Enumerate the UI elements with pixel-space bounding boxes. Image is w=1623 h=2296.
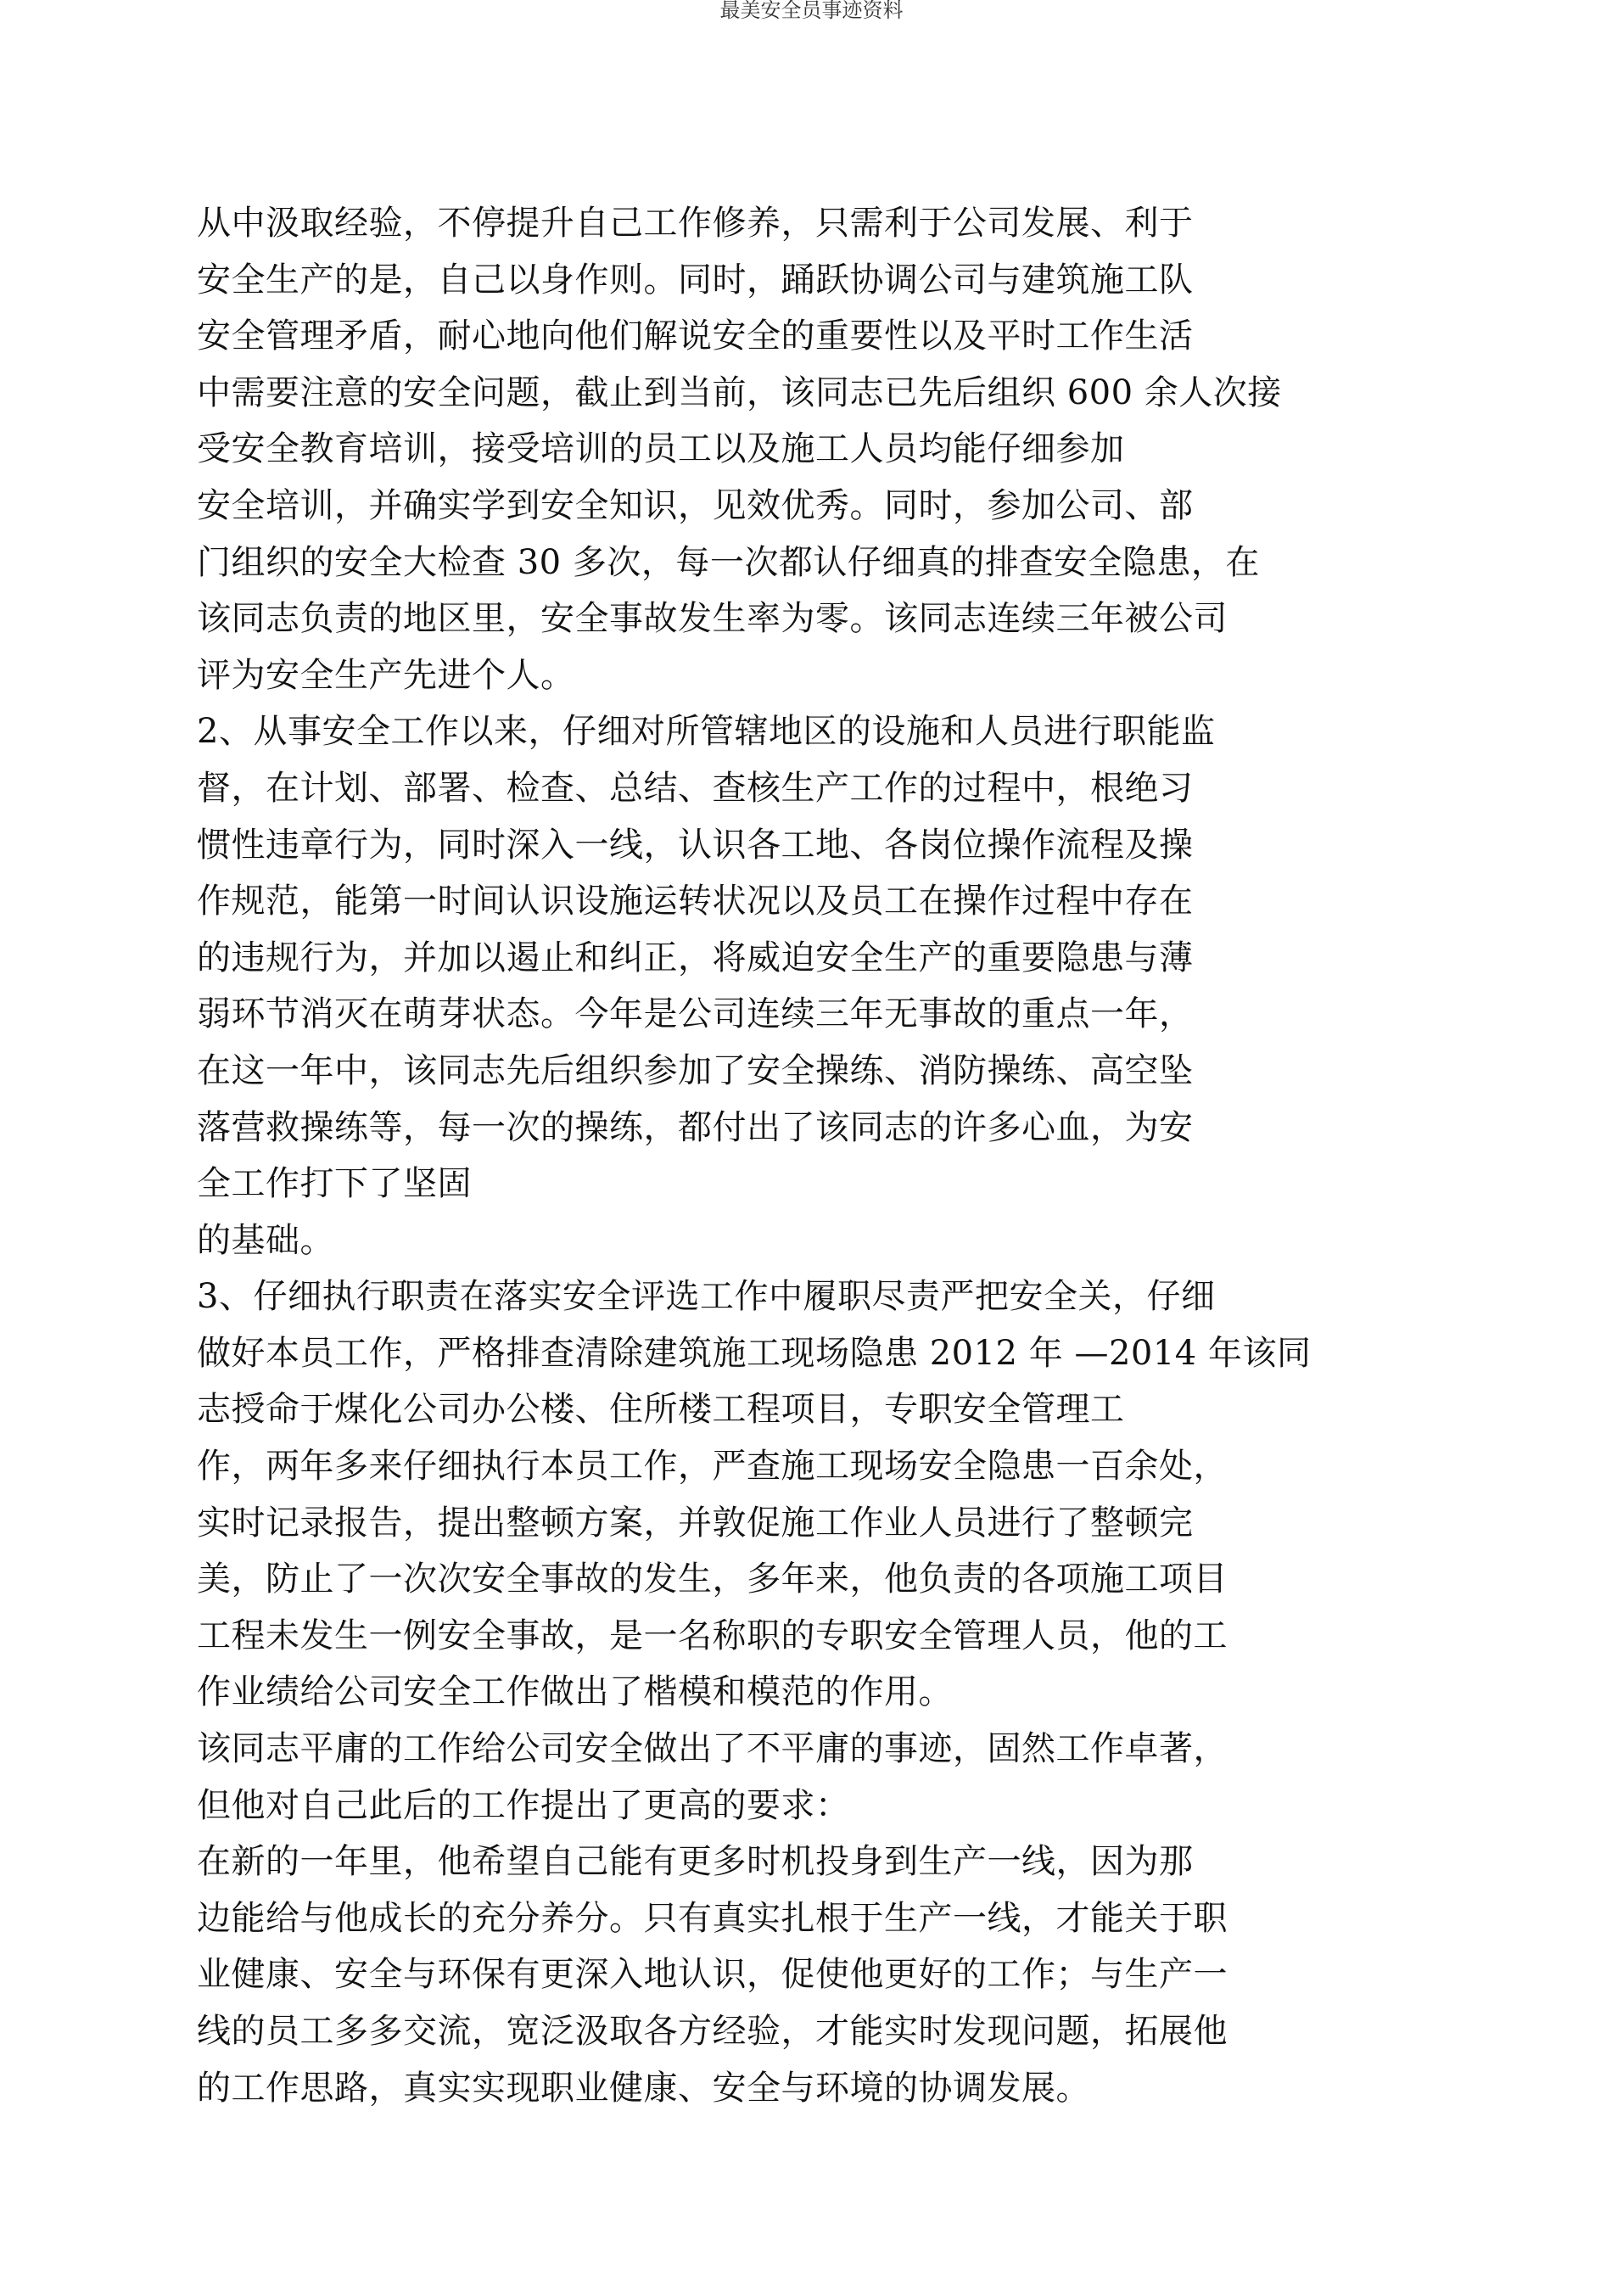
text-line: 实时记录报告，提出整顿方案，并敦促施工作业人员进行了整顿完: [197, 1503, 1194, 1543]
text-line: 线的员工多多交流，宽泛汲取各方经验，才能实时发现问题，拓展他: [197, 2012, 1228, 2051]
text-line: 作，两年多来仔细执行本员工作，严查施工现场安全隐患一百余处，: [197, 1447, 1228, 1487]
text-line: 边能给与他成长的充分养分。只有真实扎根于生产一线，才能关于职: [197, 1898, 1228, 1938]
text-line: 2、从事安全工作以来，仔细对所管辖地区的设施和人员进行职能监: [197, 712, 1216, 752]
text-line: 该同志平庸的工作给公司安全做出了不平庸的事迹，固然工作卓著，: [197, 1729, 1228, 1769]
text-line: 惯性违章行为，同时深入一线，认识各工地、各岗位操作流程及操: [197, 825, 1194, 865]
text-line: 的基础。: [197, 1220, 334, 1260]
text-line: 美，防止了一次次安全事故的发生，多年来，他负责的各项施工项目: [197, 1560, 1228, 1599]
text-line: 门组织的安全大检查 30 多次，每一次都认仔细真的排查安全隐患，在: [197, 542, 1260, 582]
text-line: 中需要注意的安全问题，截止到当前，该同志已先后组织 600 余人次接: [197, 372, 1282, 412]
text-line: 在新的一年里，他希望自己能有更多时机投身到生产一线，因为那: [197, 1842, 1194, 1882]
text-line: 在这一年中，该同志先后组织参加了安全操练、消防操练、高空坠: [197, 1050, 1194, 1090]
text-line: 3、仔细执行职责在落实安全评选工作中履职尽责严把安全关，仔细: [197, 1277, 1216, 1317]
text-line: 弱环节消灭在萌芽状态。今年是公司连续三年无事故的重点一年，: [197, 994, 1194, 1034]
text-line: 但他对自己此后的工作提出了更高的要求：: [197, 1785, 850, 1825]
text-line: 工程未发生一例安全事故，是一名称职的专职安全管理人员，他的工: [197, 1616, 1228, 1655]
text-line: 志授命于煤化公司办公楼、住所楼工程项目，专职安全管理工: [197, 1390, 1125, 1430]
text-line: 的工作思路，真实实现职业健康、安全与环境的协调发展。: [197, 2068, 1090, 2108]
text-line: 落营救操练等，每一次的操练，都付出了该同志的许多心血，为安: [197, 1107, 1194, 1147]
text-line: 受安全教育培训，接受培训的员工以及施工人员均能仔细参加: [197, 429, 1125, 469]
text-line: 的违规行为，并加以遏止和纠正，将威迫安全生产的重要隐患与薄: [197, 938, 1194, 977]
text-line: 做好本员工作，严格排查清除建筑施工现场隐患 2012 年 —2014 年该同: [197, 1333, 1312, 1373]
text-line: 业健康、安全与环保有更深入地认识，促使他更好的工作；与生产一: [197, 1955, 1228, 1995]
text-line: 该同志负责的地区里，安全事故发生率为零。该同志连续三年被公司: [197, 599, 1228, 639]
text-line: 从中汲取经验，不停提升自己工作修养，只需利于公司发展、利于: [197, 204, 1194, 243]
text-line: 全工作打下了坚固: [197, 1164, 472, 1204]
text-line: 作业绩给公司安全工作做出了楷模和模范的作用。: [197, 1672, 953, 1712]
text-line: 安全生产的是，自己以身作则。同时，踊跃协调公司与建筑施工队: [197, 260, 1194, 300]
body-text: [197, 195, 1469, 2116]
running-header: 最美安全员事迹资料: [719, 0, 904, 22]
text-line: 评为安全生产先进个人。: [197, 655, 575, 695]
text-line: 安全管理矛盾，耐心地向他们解说安全的重要性以及平时工作生活: [197, 316, 1194, 356]
text-line: 安全培训，并确实学到安全知识，见效优秀。同时，参加公司、部: [197, 485, 1194, 525]
text-line: 作规范，能第一时间认识设施运转状况以及员工在操作过程中存在: [197, 882, 1194, 921]
text-line: 督，在计划、部署、检查、总结、查核生产工作的过程中，根绝习: [197, 768, 1194, 808]
